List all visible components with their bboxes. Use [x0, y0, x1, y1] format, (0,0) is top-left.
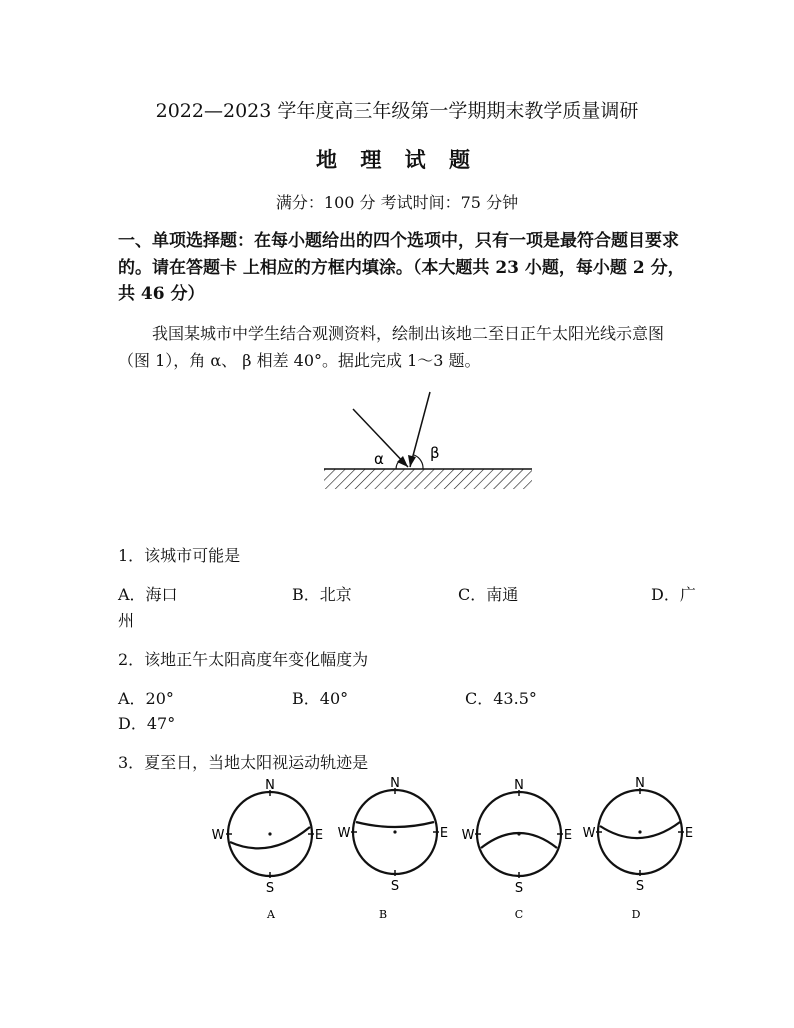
ray-beta: [410, 392, 430, 467]
label-south: S: [265, 881, 275, 896]
label-east: E: [439, 826, 449, 841]
q2-option-d: D．47°: [118, 714, 176, 733]
exam-subject: 地 理 试 题: [316, 147, 478, 172]
question-1-stem: 1．该城市可能是: [118, 546, 241, 565]
q1-option-a: A．海口: [118, 585, 178, 604]
sun-path-diagram-b: [330, 776, 460, 924]
q1-option-b: B．北京: [292, 585, 352, 604]
label-north: N: [635, 776, 645, 791]
zenith-point: [638, 830, 641, 833]
exam-meta: 满分：100 分 考试时间：75 分钟: [275, 193, 519, 212]
ground-hatch: [324, 469, 532, 489]
sun-path-arc: [600, 822, 680, 838]
q2-option-a: A．20°: [118, 689, 174, 708]
sun-path-arc: [230, 827, 310, 848]
caption: C: [514, 908, 524, 921]
sun-path-diagram-d: [577, 776, 707, 924]
caption: D: [631, 908, 641, 921]
sun-path-arc: [356, 822, 434, 827]
zenith-point: [393, 830, 396, 833]
label-north: N: [265, 778, 275, 793]
q2-option-b: B．40°: [292, 689, 349, 708]
beta-label: β: [430, 444, 440, 462]
question-3-stem: 3．夏至日，当地太阳视运动轨迹是: [118, 753, 369, 772]
ray-beta-arrow: [408, 455, 416, 467]
q1-option-d: D．广: [651, 585, 696, 604]
sun-ray-figure: [320, 385, 540, 495]
q1-option-d-wrap: 州: [118, 611, 135, 630]
sun-path-diagram-a: [205, 776, 335, 924]
label-south: S: [390, 879, 400, 894]
caption: B: [378, 908, 388, 921]
q2-option-c: C．43.5°: [465, 689, 537, 708]
sun-path-diagram-c: [454, 776, 584, 924]
zenith-point: [268, 832, 271, 835]
q1-option-c: C．南通: [458, 585, 519, 604]
label-north: N: [390, 776, 400, 791]
label-north: N: [514, 778, 524, 793]
label-south: S: [635, 879, 645, 894]
section-heading: 一、单项选择题：在每小题给出的四个选项中，只有一项是最符合题目要求的。请在答题卡 上相应的方框内填涂。（本大题共 23 小题，每小题 2 分，共 46 分）: [118, 231, 685, 304]
label-east: E: [563, 828, 573, 843]
question-2-stem: 2．该地正午太阳高度年变化幅度为: [118, 650, 369, 669]
label-west: W: [337, 826, 351, 841]
label-west: W: [461, 828, 475, 843]
label-east: E: [684, 826, 694, 841]
label-west: W: [211, 828, 225, 843]
exam-title: 2022—2023 学年度高三年级第一学期期末教学质量调研: [155, 100, 639, 122]
label-east: E: [314, 828, 324, 843]
caption: A: [267, 908, 275, 921]
intro-paragraph: 我国某城市中学生结合观测资料，绘制出该地二至日正午太阳光线示意图（图 1），角 α、 β 相差 40°。据此完成 1～3 题。: [118, 324, 665, 370]
label-west: W: [582, 826, 596, 841]
angle-alpha-arc: [396, 460, 400, 469]
alpha-label: α: [374, 450, 384, 468]
label-south: S: [514, 881, 524, 896]
